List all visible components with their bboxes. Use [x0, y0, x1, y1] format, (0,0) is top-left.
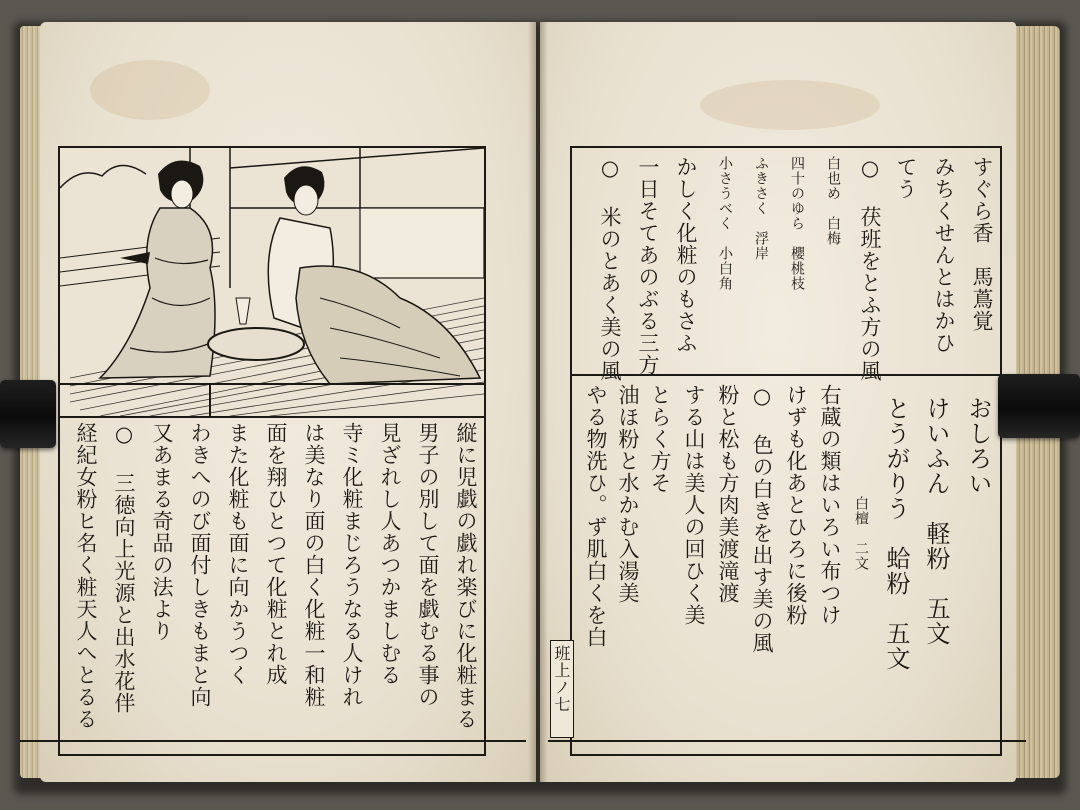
binder-clip-right: [998, 374, 1080, 438]
text-column: 又あまる奇品の法より: [150, 422, 174, 642]
book-gutter: [528, 22, 548, 782]
text-column: ○ 茯班をとふ方の風: [858, 156, 882, 382]
illustration-two-women-veranda: [60, 148, 484, 416]
small-cup: [236, 298, 250, 324]
text-column: 面を翔ひとつて化粧とれ成: [264, 422, 288, 686]
text-column: やる物洗ひ。ず肌白くを白: [584, 384, 608, 648]
text-column: 男子の別して面を戯むる事の: [416, 422, 440, 708]
text-column: 粉と松も方肉美渡滝渡: [716, 384, 740, 604]
bottom-rule: [20, 740, 526, 742]
cloud-line: [60, 165, 146, 188]
text-column: 白檀 二文: [853, 496, 869, 571]
text-column: ふきさく 浮岸: [753, 156, 769, 261]
right-bottom-text-block: [570, 374, 1002, 756]
bottom-rule: [548, 740, 1026, 742]
page-marker: 班上ノ七: [552, 645, 571, 713]
text-column: 小さうべく 小白角: [717, 156, 733, 291]
text-column: けいふん 軽粉 五文: [922, 396, 950, 646]
text-column: とうがりう 蛤粉 五文: [882, 396, 910, 671]
woodblock-illustration: [58, 146, 486, 418]
text-column: かしく化粧のもさふ: [674, 156, 698, 354]
binder-clip-left: [0, 380, 56, 448]
text-column: とらく方そ: [648, 384, 672, 494]
text-column: てう: [894, 156, 918, 200]
text-column: 寺ミ化粧まじろうなる人けれ: [340, 422, 364, 708]
text-column: する山は美人の回ひく美: [682, 384, 706, 626]
text-column: 油ほ粉と水かむ入湯美: [616, 384, 640, 604]
page-marker-box: [550, 640, 574, 738]
text-column: 縦に児戯の戯れ楽びに化粧まる: [454, 422, 478, 730]
text-column: 一日そてあのぶる三方: [636, 156, 660, 376]
shoji-panel: [360, 208, 484, 278]
text-column: みちくせんとはかひ: [932, 156, 956, 354]
text-column: 見ざれし人あつかましむる: [378, 422, 402, 686]
text-column: 白也め 白梅: [825, 156, 841, 246]
text-column: ○ 色の白きを出す美の風: [750, 384, 774, 654]
paper-stain: [90, 60, 210, 120]
text-column: 経紀女粉ヒ名く粧天人へとるる: [74, 422, 98, 730]
text-column: 四十のゆら 櫻桃枝: [789, 156, 805, 291]
text-column: ○ 米のとあく美の風: [598, 156, 622, 382]
paper-stain: [700, 80, 880, 130]
text-column: けずも化あとひろに後粉: [784, 384, 808, 626]
left-text-block: [58, 414, 486, 756]
text-column: また化粧も面に向かうつく: [226, 422, 250, 686]
text-column: すぐら香 馬蔦覚: [970, 156, 994, 332]
woman-left-figure: [100, 161, 215, 378]
text-column: わきへのび面付しきもまと向: [188, 422, 212, 708]
text-column: 右蔵の類はいろい布つけ: [818, 384, 842, 626]
text-column: おしろい: [964, 396, 992, 496]
washbasin: [208, 328, 304, 360]
text-column: ○ 三徳向上光源と出水花伴: [112, 422, 136, 714]
right-top-text-block: [570, 146, 1002, 382]
text-column: は美なり面の白く化粧一和粧: [302, 422, 326, 708]
